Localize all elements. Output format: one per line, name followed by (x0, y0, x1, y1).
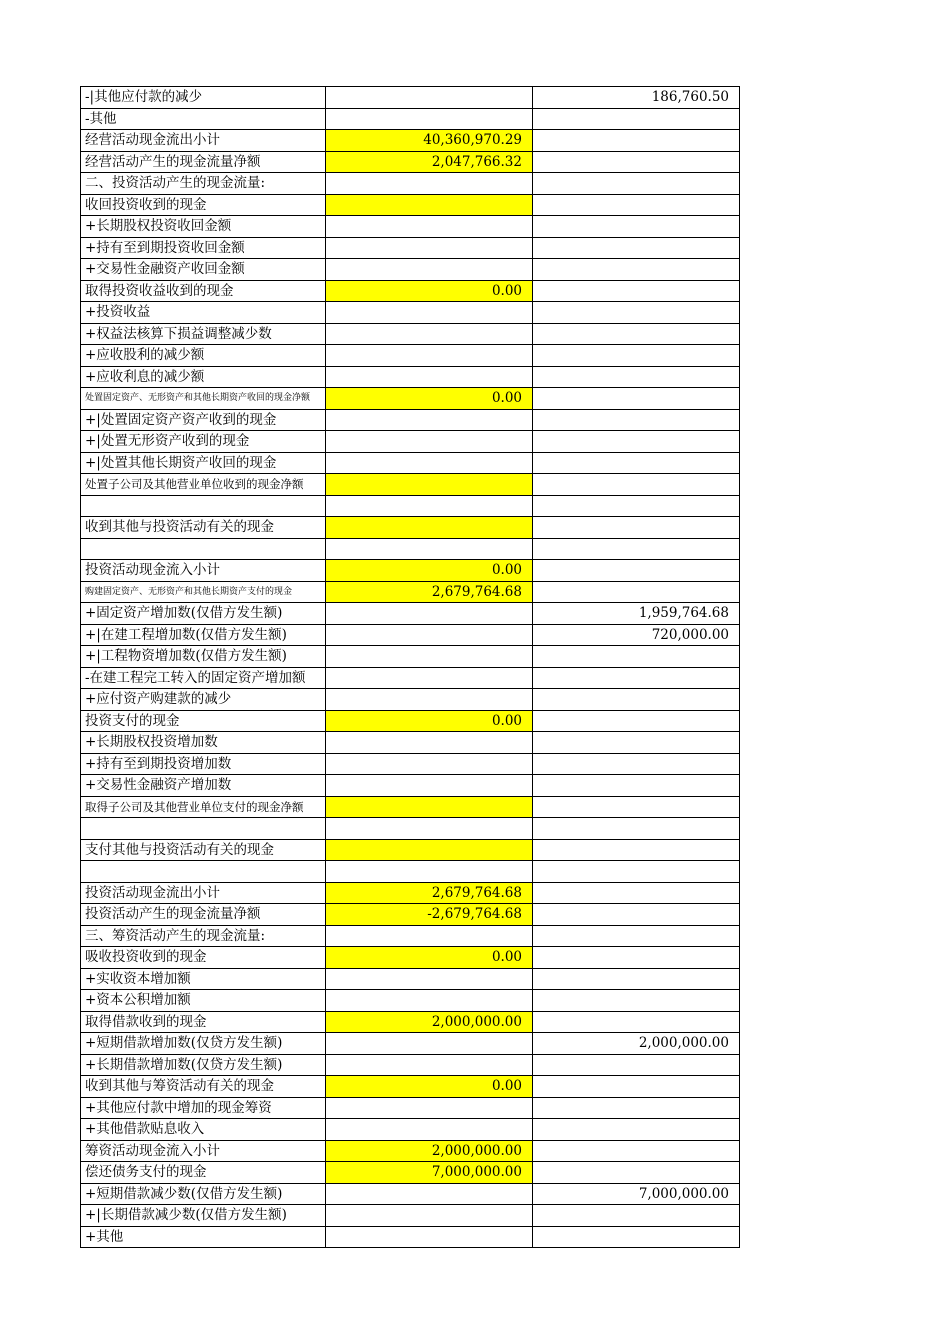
row-detail-cell[interactable] (533, 882, 740, 904)
row-amount-cell[interactable] (326, 818, 533, 840)
table-row (81, 280, 740, 302)
row-detail-cell[interactable] (533, 753, 740, 775)
table-row (81, 366, 740, 388)
row-detail-cell[interactable]: 186,760.50 (533, 87, 740, 109)
row-amount-cell[interactable]: 0.00 (326, 280, 533, 302)
table-row (81, 882, 740, 904)
row-amount-cell[interactable]: 2,679,764.68 (326, 882, 533, 904)
row-detail-cell[interactable] (533, 861, 740, 883)
row-detail-cell[interactable] (533, 495, 740, 517)
row-amount-cell[interactable] (326, 753, 533, 775)
row-label-cell[interactable]: +应收股利的减少额 (81, 345, 326, 367)
row-amount-cell[interactable] (326, 495, 533, 517)
row-label-cell[interactable]: +短期借款减少数(仅借方发生额) (81, 1183, 326, 1205)
row-detail-cell[interactable] (533, 345, 740, 367)
row-label-cell[interactable] (81, 861, 326, 883)
table-row (81, 216, 740, 238)
row-detail-cell[interactable]: 1,959,764.68 (533, 603, 740, 625)
row-amount-cell[interactable] (326, 366, 533, 388)
row-amount-cell[interactable] (326, 1054, 533, 1076)
table-row (81, 603, 740, 625)
row-label-cell[interactable]: +持有至到期投资收回金额 (81, 237, 326, 259)
row-amount-cell[interactable] (326, 452, 533, 474)
row-amount-cell[interactable]: 0.00 (326, 388, 533, 410)
row-detail-cell[interactable] (533, 280, 740, 302)
row-detail-cell[interactable] (533, 323, 740, 345)
row-label-cell[interactable]: 经营活动产生的现金流量净额 (81, 151, 326, 173)
table-row (81, 753, 740, 775)
row-detail-cell[interactable] (533, 818, 740, 840)
row-detail-cell[interactable] (533, 581, 740, 603)
row-label-cell[interactable]: +固定资产增加数(仅借方发生额) (81, 603, 326, 625)
table-row (81, 130, 740, 152)
row-amount-cell[interactable]: 0.00 (326, 710, 533, 732)
row-amount-cell[interactable] (326, 603, 533, 625)
table-row (81, 1097, 740, 1119)
row-label-cell[interactable]: -|其他应付款的减少 (81, 87, 326, 109)
row-detail-cell[interactable] (533, 216, 740, 238)
table-row (81, 796, 740, 818)
row-label-cell[interactable]: -其他 (81, 108, 326, 130)
row-detail-cell[interactable] (533, 1011, 740, 1033)
row-amount-cell[interactable]: 0.00 (326, 560, 533, 582)
row-amount-cell[interactable] (326, 409, 533, 431)
row-label-cell[interactable]: 三、筹资活动产生的现金流量: (81, 925, 326, 947)
row-amount-cell[interactable] (326, 302, 533, 324)
table-row (81, 1183, 740, 1205)
row-label-cell[interactable]: +短期借款增加数(仅贷方发生额) (81, 1033, 326, 1055)
table-row (81, 151, 740, 173)
row-detail-cell[interactable] (533, 775, 740, 797)
row-label-cell[interactable]: 投资活动产生的现金流量净额 (81, 904, 326, 926)
row-detail-cell[interactable] (533, 689, 740, 711)
row-label-cell[interactable] (81, 538, 326, 560)
row-detail-cell[interactable] (533, 194, 740, 216)
row-detail-cell[interactable] (533, 517, 740, 539)
row-amount-cell[interactable]: 2,000,000.00 (326, 1011, 533, 1033)
row-amount-cell[interactable] (326, 1119, 533, 1141)
row-detail-cell[interactable] (533, 796, 740, 818)
row-label-cell[interactable]: 吸收投资收到的现金 (81, 947, 326, 969)
table-row (81, 1033, 740, 1055)
row-label-cell[interactable]: 处置固定资产、无形资产和其他长期资产收回的现金净额 (81, 388, 326, 410)
table-row (81, 581, 740, 603)
row-label-cell[interactable]: 投资支付的现金 (81, 710, 326, 732)
row-label-cell[interactable]: 二、投资活动产生的现金流量: (81, 173, 326, 195)
row-detail-cell[interactable] (533, 259, 740, 281)
table-row (81, 1205, 740, 1227)
row-label-cell[interactable]: +持有至到期投资增加数 (81, 753, 326, 775)
row-amount-cell[interactable] (326, 796, 533, 818)
row-detail-cell[interactable] (533, 431, 740, 453)
table-row (81, 388, 740, 410)
table-row (81, 194, 740, 216)
row-detail-cell[interactable] (533, 409, 740, 431)
row-label-cell[interactable]: 偿还债务支付的现金 (81, 1162, 326, 1184)
table-row (81, 818, 740, 840)
row-label-cell[interactable]: 收回投资收到的现金 (81, 194, 326, 216)
row-detail-cell[interactable] (533, 130, 740, 152)
row-detail-cell[interactable] (533, 560, 740, 582)
table-row (81, 947, 740, 969)
row-label-cell[interactable]: +权益法核算下损益调整减少数 (81, 323, 326, 345)
row-detail-cell[interactable] (533, 646, 740, 668)
row-label-cell[interactable] (81, 495, 326, 517)
row-amount-cell[interactable] (326, 431, 533, 453)
table-row (81, 517, 740, 539)
cash-flow-rows (81, 87, 740, 1248)
row-detail-cell[interactable]: 2,000,000.00 (533, 1033, 740, 1055)
row-amount-cell[interactable] (326, 538, 533, 560)
row-label-cell[interactable]: +其他 (81, 1226, 326, 1248)
table-row (81, 990, 740, 1012)
table-row (81, 259, 740, 281)
row-detail-cell[interactable] (533, 302, 740, 324)
row-amount-cell[interactable] (326, 237, 533, 259)
row-detail-cell[interactable]: 7,000,000.00 (533, 1183, 740, 1205)
table-row (81, 667, 740, 689)
row-amount-cell[interactable] (326, 689, 533, 711)
row-label-cell[interactable] (81, 818, 326, 840)
table-row (81, 452, 740, 474)
row-label-cell[interactable]: +长期股权投资增加数 (81, 732, 326, 754)
table-row (81, 624, 740, 646)
table-row (81, 1162, 740, 1184)
table-row (81, 474, 740, 496)
row-detail-cell[interactable] (533, 1119, 740, 1141)
row-label-cell[interactable]: +应付资产购建款的减少 (81, 689, 326, 711)
row-label-cell[interactable]: 取得投资收益收到的现金 (81, 280, 326, 302)
row-amount-cell[interactable] (326, 1226, 533, 1248)
row-detail-cell[interactable] (533, 925, 740, 947)
row-amount-cell[interactable] (326, 1097, 533, 1119)
table-row (81, 1076, 740, 1098)
row-label-cell[interactable]: 取得子公司及其他营业单位支付的现金净额 (81, 796, 326, 818)
row-amount-cell[interactable] (326, 1183, 533, 1205)
row-label-cell[interactable]: +|处置无形资产收到的现金 (81, 431, 326, 453)
table-row (81, 1119, 740, 1141)
row-label-cell[interactable]: +|工程物资增加数(仅借方发生额) (81, 646, 326, 668)
row-amount-cell[interactable] (326, 925, 533, 947)
row-label-cell[interactable]: +|处置其他长期资产收回的现金 (81, 452, 326, 474)
row-detail-cell[interactable] (533, 452, 740, 474)
table-row (81, 1226, 740, 1248)
table-row (81, 710, 740, 732)
table-row (81, 323, 740, 345)
row-detail-cell[interactable] (533, 1076, 740, 1098)
row-amount-cell[interactable] (326, 839, 533, 861)
row-detail-cell[interactable] (533, 732, 740, 754)
table-row (81, 431, 740, 453)
row-detail-cell[interactable] (533, 1226, 740, 1248)
row-label-cell[interactable]: 取得借款收到的现金 (81, 1011, 326, 1033)
row-amount-cell[interactable]: 0.00 (326, 947, 533, 969)
row-label-cell[interactable]: +实收资本增加额 (81, 968, 326, 990)
table-row (81, 925, 740, 947)
row-amount-cell[interactable]: 0.00 (326, 1076, 533, 1098)
row-label-cell[interactable]: 经营活动现金流出小计 (81, 130, 326, 152)
row-amount-cell[interactable] (326, 732, 533, 754)
row-detail-cell[interactable] (533, 474, 740, 496)
row-label-cell[interactable]: +应收利息的减少额 (81, 366, 326, 388)
row-detail-cell[interactable] (533, 538, 740, 560)
table-row (81, 646, 740, 668)
table-row (81, 87, 740, 109)
row-detail-cell[interactable] (533, 237, 740, 259)
table-row (81, 861, 740, 883)
row-detail-cell[interactable] (533, 1162, 740, 1184)
row-amount-cell[interactable] (326, 173, 533, 195)
table-row (81, 1140, 740, 1162)
row-label-cell[interactable]: +长期借款增加数(仅贷方发生额) (81, 1054, 326, 1076)
row-label-cell[interactable]: +|长期借款减少数(仅借方发生额) (81, 1205, 326, 1227)
cash-flow-sheet (80, 86, 740, 1248)
table-row (81, 775, 740, 797)
row-label-cell[interactable]: -在建工程完工转入的固定资产增加额 (81, 667, 326, 689)
table-row (81, 345, 740, 367)
row-amount-cell[interactable]: 2,047,766.32 (326, 151, 533, 173)
table-row (81, 495, 740, 517)
table-row (81, 538, 740, 560)
row-amount-cell[interactable] (326, 194, 533, 216)
row-detail-cell[interactable] (533, 173, 740, 195)
row-detail-cell[interactable] (533, 366, 740, 388)
row-detail-cell[interactable] (533, 710, 740, 732)
row-label-cell[interactable]: 处置子公司及其他营业单位收到的现金净额 (81, 474, 326, 496)
row-amount-cell[interactable]: 2,000,000.00 (326, 1140, 533, 1162)
row-amount-cell[interactable]: 40,360,970.29 (326, 130, 533, 152)
row-label-cell[interactable]: +投资收益 (81, 302, 326, 324)
row-label-cell[interactable]: 投资活动现金流入小计 (81, 560, 326, 582)
row-amount-cell[interactable] (326, 667, 533, 689)
row-amount-cell[interactable]: 7,000,000.00 (326, 1162, 533, 1184)
row-detail-cell[interactable] (533, 667, 740, 689)
table-row (81, 968, 740, 990)
row-label-cell[interactable]: +其他借款贴息收入 (81, 1119, 326, 1141)
row-label-cell[interactable]: 收到其他与筹资活动有关的现金 (81, 1076, 326, 1098)
row-amount-cell[interactable] (326, 1205, 533, 1227)
row-label-cell[interactable]: 支付其他与投资活动有关的现金 (81, 839, 326, 861)
table-row (81, 237, 740, 259)
row-detail-cell[interactable] (533, 1054, 740, 1076)
row-detail-cell[interactable] (533, 1140, 740, 1162)
row-label-cell[interactable]: 购建固定资产、无形资产和其他长期资产支付的现金 (81, 581, 326, 603)
table-row (81, 409, 740, 431)
table-row (81, 1054, 740, 1076)
row-label-cell[interactable]: 投资活动现金流出小计 (81, 882, 326, 904)
row-detail-cell[interactable] (533, 839, 740, 861)
table-row (81, 904, 740, 926)
row-label-cell[interactable]: +其他应付款中增加的现金筹资 (81, 1097, 326, 1119)
row-amount-cell[interactable] (326, 646, 533, 668)
row-detail-cell[interactable] (533, 388, 740, 410)
table-row (81, 732, 740, 754)
row-detail-cell[interactable] (533, 947, 740, 969)
row-amount-cell[interactable] (326, 87, 533, 109)
row-amount-cell[interactable]: 2,679,764.68 (326, 581, 533, 603)
row-label-cell[interactable]: 筹资活动现金流入小计 (81, 1140, 326, 1162)
row-detail-cell[interactable] (533, 1097, 740, 1119)
row-amount-cell[interactable] (326, 216, 533, 238)
row-detail-cell[interactable] (533, 108, 740, 130)
row-label-cell[interactable]: +资本公积增加额 (81, 990, 326, 1012)
row-detail-cell[interactable] (533, 151, 740, 173)
table-row (81, 689, 740, 711)
table-row (81, 173, 740, 195)
row-amount-cell[interactable] (326, 861, 533, 883)
row-amount-cell[interactable] (326, 345, 533, 367)
row-amount-cell[interactable] (326, 108, 533, 130)
row-label-cell[interactable]: +交易性金融资产收回金额 (81, 259, 326, 281)
row-amount-cell[interactable]: -2,679,764.68 (326, 904, 533, 926)
row-amount-cell[interactable] (326, 990, 533, 1012)
table-row (81, 1011, 740, 1033)
row-detail-cell[interactable] (533, 968, 740, 990)
row-amount-cell[interactable] (326, 517, 533, 539)
row-detail-cell[interactable] (533, 990, 740, 1012)
row-label-cell[interactable]: +|处置固定资产资产收到的现金 (81, 409, 326, 431)
row-label-cell[interactable]: 收到其他与投资活动有关的现金 (81, 517, 326, 539)
row-label-cell[interactable]: +长期股权投资收回金额 (81, 216, 326, 238)
row-detail-cell[interactable] (533, 1205, 740, 1227)
table-row (81, 839, 740, 861)
row-label-cell[interactable]: +交易性金融资产增加数 (81, 775, 326, 797)
row-amount-cell[interactable] (326, 624, 533, 646)
row-detail-cell[interactable]: 720,000.00 (533, 624, 740, 646)
table-row (81, 108, 740, 130)
row-detail-cell[interactable] (533, 904, 740, 926)
row-label-cell[interactable]: +|在建工程增加数(仅借方发生额) (81, 624, 326, 646)
row-amount-cell[interactable] (326, 474, 533, 496)
table-row (81, 560, 740, 582)
table-row (81, 302, 740, 324)
row-amount-cell[interactable] (326, 1033, 533, 1055)
row-amount-cell[interactable] (326, 968, 533, 990)
row-amount-cell[interactable] (326, 775, 533, 797)
row-amount-cell[interactable] (326, 259, 533, 281)
row-amount-cell[interactable] (326, 323, 533, 345)
